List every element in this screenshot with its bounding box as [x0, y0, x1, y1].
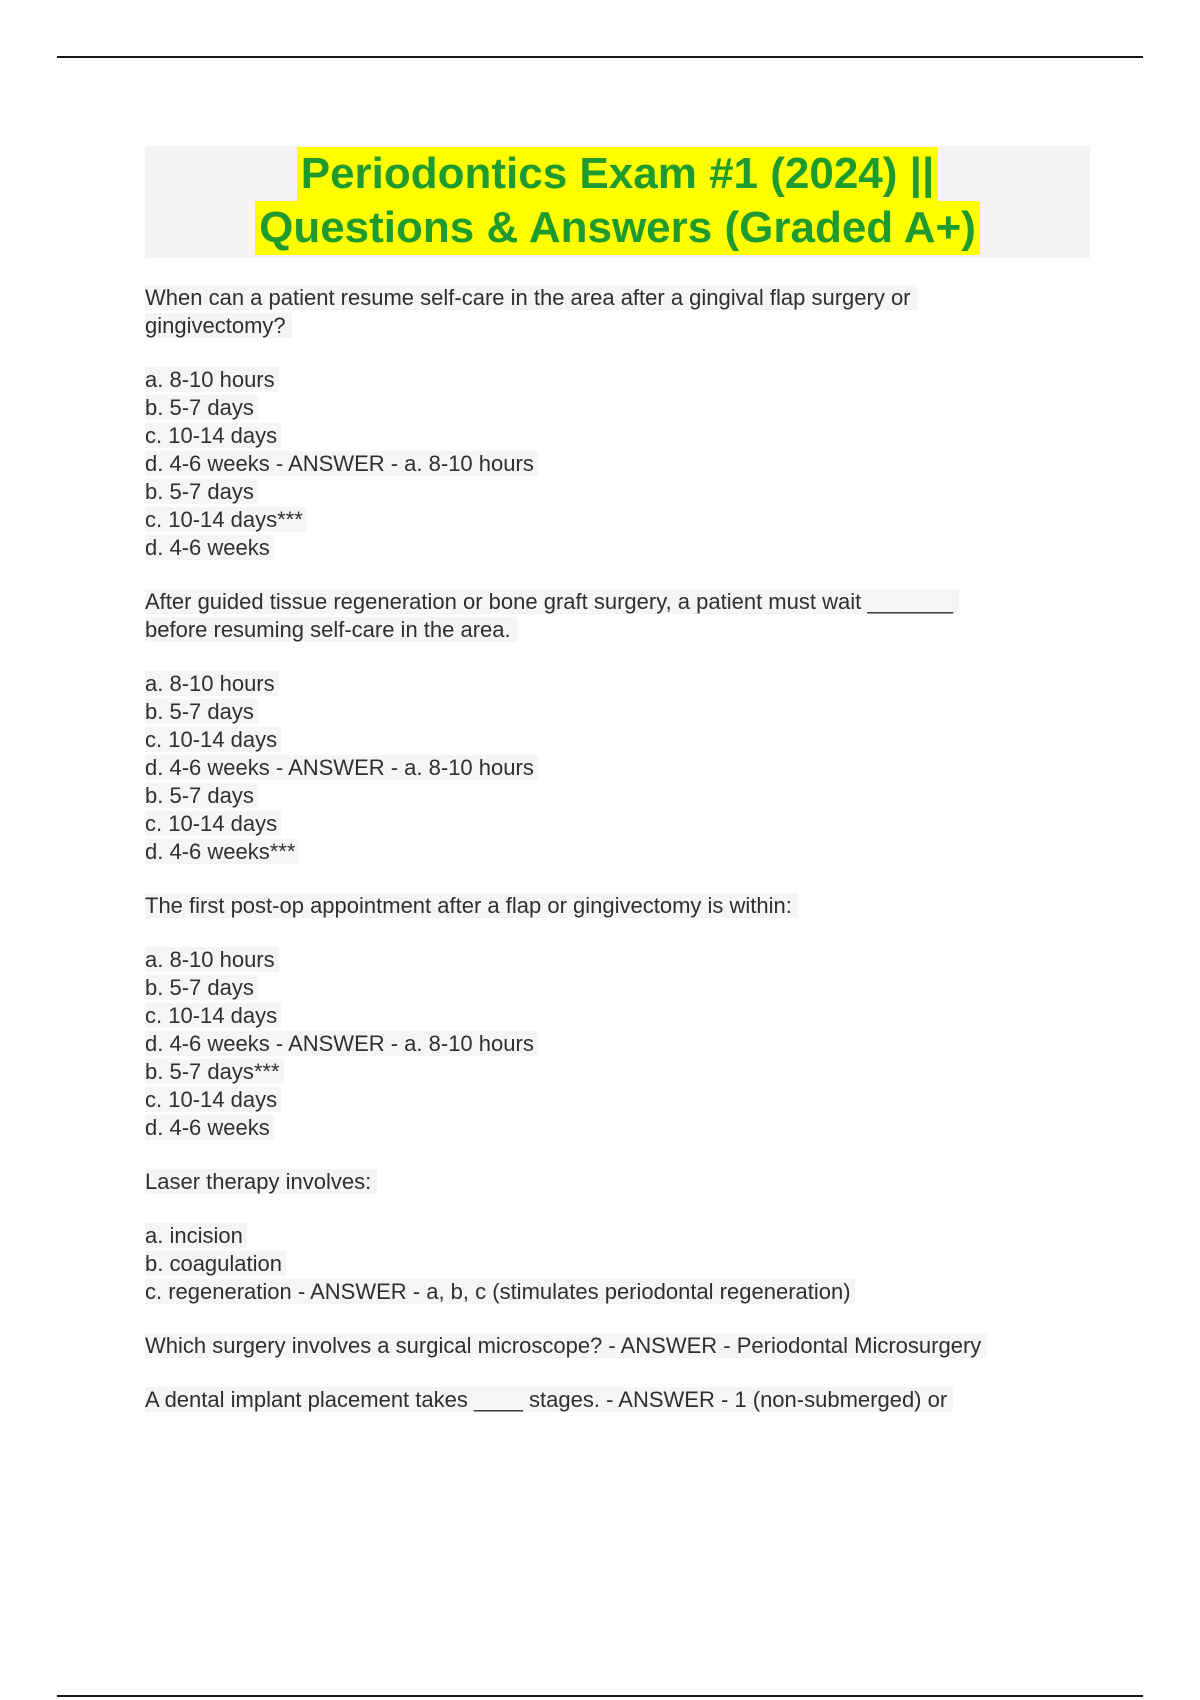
answer-line: b. 5-7 days	[145, 782, 1095, 810]
bottom-rule	[57, 1695, 1143, 1697]
answer-line: b. 5-7 days	[145, 478, 1095, 506]
answer-line: b. 5-7 days	[145, 974, 1095, 1002]
question-block	[145, 1386, 1095, 1414]
answer-lines	[145, 670, 1095, 866]
answer-line: d. 4-6 weeks	[145, 534, 1095, 562]
question-text: When can a patient resume self-care in the area after a gingival flap surgery or gingivectomy?	[145, 285, 917, 338]
answer-line: b. 5-7 days	[145, 698, 1095, 726]
answer-line: a. 8-10 hours	[145, 366, 1095, 394]
question-text: After guided tissue regeneration or bone graft surgery, a patient must wait _______ before resuming self-care in the area.	[145, 589, 959, 642]
question-block	[145, 1332, 1095, 1360]
qa-content	[145, 284, 1095, 1440]
title-band	[145, 146, 1090, 258]
answer-line: c. 10-14 days***	[145, 506, 1095, 534]
answer-lines	[145, 366, 1095, 562]
question-block	[145, 284, 1015, 340]
answer-line: b. 5-7 days	[145, 394, 1095, 422]
answer-line: c. regeneration - ANSWER - a, b, c (stimulates periodontal regeneration)	[145, 1278, 1095, 1306]
answer-line: c. 10-14 days	[145, 726, 1095, 754]
document-title-line-2: Questions & Answers (Graded A+)	[255, 201, 980, 255]
question-block	[145, 1168, 1015, 1196]
answer-line: d. 4-6 weeks - ANSWER - a. 8-10 hours	[145, 1030, 1095, 1058]
answer-lines	[145, 946, 1095, 1142]
question-text: Which surgery involves a surgical microscope? - ANSWER - Periodontal Microsurgery	[145, 1333, 987, 1358]
answer-line: b. 5-7 days***	[145, 1058, 1095, 1086]
answer-line: a. incision	[145, 1222, 1095, 1250]
answer-line: d. 4-6 weeks - ANSWER - a. 8-10 hours	[145, 450, 1095, 478]
question-text: A dental implant placement takes ____ stages. - ANSWER - 1 (non-submerged) or	[145, 1387, 953, 1412]
answer-line: a. 8-10 hours	[145, 670, 1095, 698]
answer-line: c. 10-14 days	[145, 1002, 1095, 1030]
answer-line: c. 10-14 days	[145, 422, 1095, 450]
question-text: The first post-op appointment after a flap or gingivectomy is within:	[145, 893, 798, 918]
document-title-line-1: Periodontics Exam #1 (2024) ||	[297, 147, 939, 201]
answer-line: d. 4-6 weeks***	[145, 838, 1095, 866]
answer-line: b. coagulation	[145, 1250, 1095, 1278]
answer-lines	[145, 1222, 1095, 1306]
question-block	[145, 892, 1015, 920]
answer-line: d. 4-6 weeks - ANSWER - a. 8-10 hours	[145, 754, 1095, 782]
question-block	[145, 588, 1015, 644]
question-text: Laser therapy involves:	[145, 1169, 377, 1194]
answer-line: a. 8-10 hours	[145, 946, 1095, 974]
answer-line: c. 10-14 days	[145, 810, 1095, 838]
top-rule	[57, 56, 1143, 58]
answer-line: d. 4-6 weeks	[145, 1114, 1095, 1142]
answer-line: c. 10-14 days	[145, 1086, 1095, 1114]
